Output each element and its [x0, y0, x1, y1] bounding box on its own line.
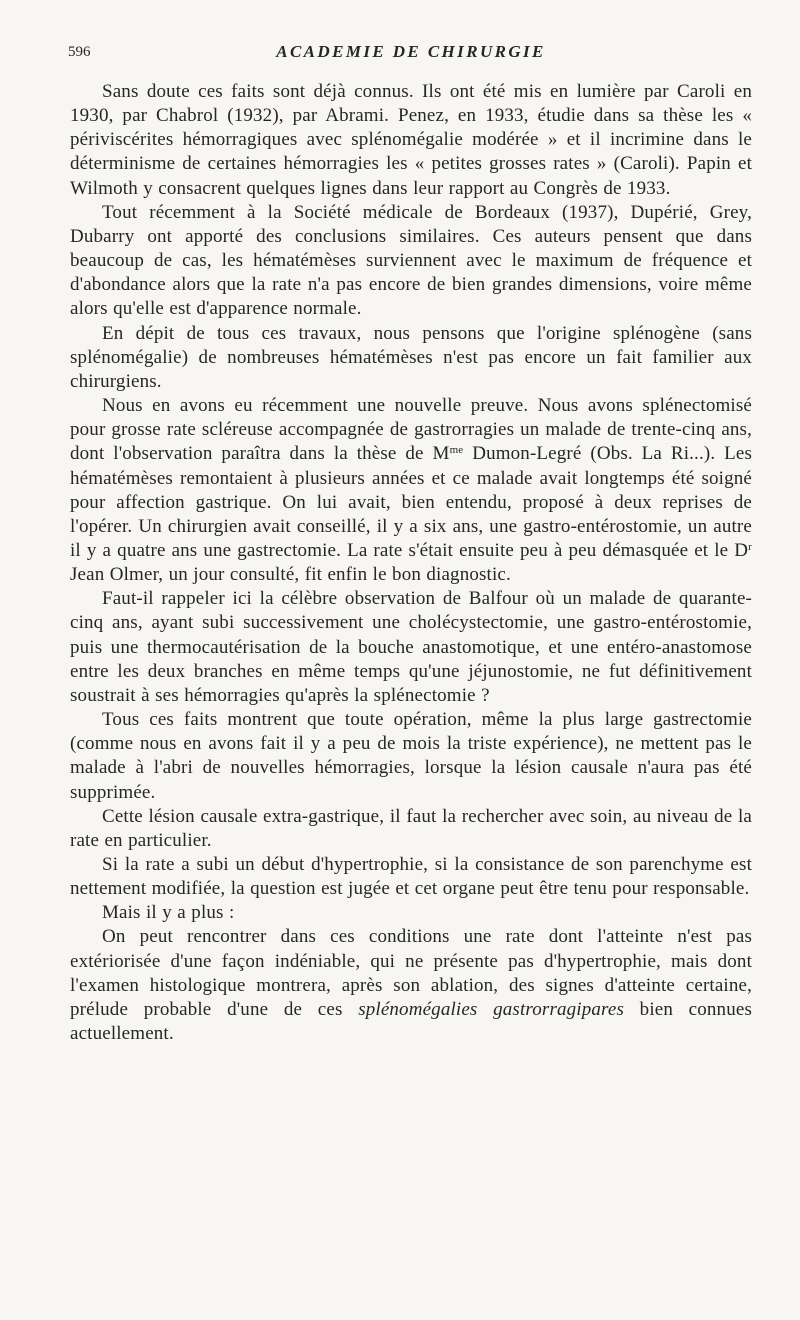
- paragraph-6: [70, 708, 752, 805]
- page-number: 596: [68, 44, 91, 60]
- paragraph-8: [70, 853, 752, 901]
- paragraph-4: [70, 394, 752, 587]
- body-text: [70, 80, 752, 1046]
- paragraph-text: Tout récemment à la Société médicale de Bordeaux (1937), Dupérié, Grey, Dubarry ont apporté des conclusions similaires. Ces auteurs pensent que dans beaucoup de cas, les hématémèses surviennent avec le maximum de fréquence et d'abondance alors que la rate n'a pas encore de bien grandes dimensions, voire même alors qu'elle est d'apparence normale.: [70, 201, 752, 320]
- paragraph-text: Tous ces faits montrent que toute opération, même la plus large gastrectomie (comme nous en avons fait il y a peu de mois la triste expérience), ne mettent pas le malade à l'abri de nouvelles hémorragies, lorsque la lésion causale n'aura pas été supprimée.: [70, 709, 752, 803]
- paragraph-text: En dépit de tous ces travaux, nous pensons que l'origine splénogène (sans splénomégalie) de nombreuses hématémèses n'est pas encore un fait familier aux chirurgiens.: [70, 322, 752, 392]
- running-title: ACADEMIE DE CHIRURGIE: [276, 42, 546, 61]
- paragraph-text: Faut-il rappeler ici la célèbre observation de Balfour où un malade de quarante-cinq ans, ayant subi successivement une cholécystectomie, une gastro-entérostomie, puis une thermocautérisation de la bouche anastomotique, et une entéro-anastomose entre les deux branches en même temps qu'une jéjunostomie, ne fut définitivement soustrait à ses hémorragies qu'après la splénectomie ?: [70, 588, 752, 706]
- paragraph-10: [70, 925, 752, 1046]
- paragraph-5: [70, 587, 752, 708]
- paragraph-3: [70, 322, 752, 394]
- paragraph-text: Nous en avons eu récemment une nouvelle preuve. Nous avons splénectomisé pour grosse rate scléreuse accompagnée de gastrorragies un malade de trente-cinq ans, dont l'observation paraîtra dans la thèse de M: [70, 395, 752, 465]
- paragraph-text: Jean Olmer, un jour consulté, fit enfin le bon diagnostic.: [70, 564, 511, 586]
- paragraph-text: Mais il y a plus :: [102, 902, 235, 924]
- paragraph-2: [70, 201, 752, 322]
- paragraph-1: [70, 80, 752, 201]
- paragraph-text: Dumon-Legré (Obs. La Ri...). Les hématémèses remontaient à plusieurs années et ce malade avait longtemps été soigné pour affection gastrique. On lui avait, bien entendu, proposé à deux reprises de l'opérer. Un chirurgien avait conseillé, il y a six ans, une gastro-entérostomie, un autre il y a quatre ans une gastrectomie. La rate s'était ensuite peu à peu démasquée et le D: [70, 443, 752, 561]
- paragraph-text: Si la rate a subi un début d'hypertrophie, si la consistance de son parenchyme est nettement modifiée, la question est jugée et cet organe peut être tenu pour responsable.: [70, 854, 752, 900]
- paragraph-text: On peut rencontrer dans ces conditions une rate dont l'atteinte n'est pas extériorisée d'une façon indéniable, qui ne présente pas d'hypertrophie, mais dont l'examen histologique montrera, après son ablation, des signes d'atteinte certaine, prélude probable d'une de ces: [70, 926, 752, 1020]
- page: [70, 40, 752, 1046]
- paragraph-text: Cette lésion causale extra-gastrique, il faut la rechercher avec soin, au niveau de la rate en particulier.: [70, 805, 752, 851]
- running-header: [70, 40, 752, 72]
- paragraph-text: Sans doute ces faits sont déjà connus. Ils ont été mis en lumière par Caroli en 1930, par Chabrol (1932), par Abrami. Penez, en 1933, étudie dans sa thèse les « périviscérites hémorragiques avec splénomégalie modérée » et il incrimine dans le déterminisme de certaines hémorragies les « petites grosses rates » (Caroli). Papin et Wilmoth y consacrent quelques lignes dans leur rapport au Congrès de 1933.: [70, 81, 752, 199]
- italic-term: splénomégalies gastrorragipares: [358, 998, 624, 1020]
- paragraph-9: [70, 901, 752, 925]
- paragraph-7: [70, 805, 752, 853]
- paragraph-text: bien connues actuellement.: [70, 998, 752, 1045]
- superscript-me: me: [449, 444, 464, 457]
- superscript-r: r: [748, 540, 752, 553]
